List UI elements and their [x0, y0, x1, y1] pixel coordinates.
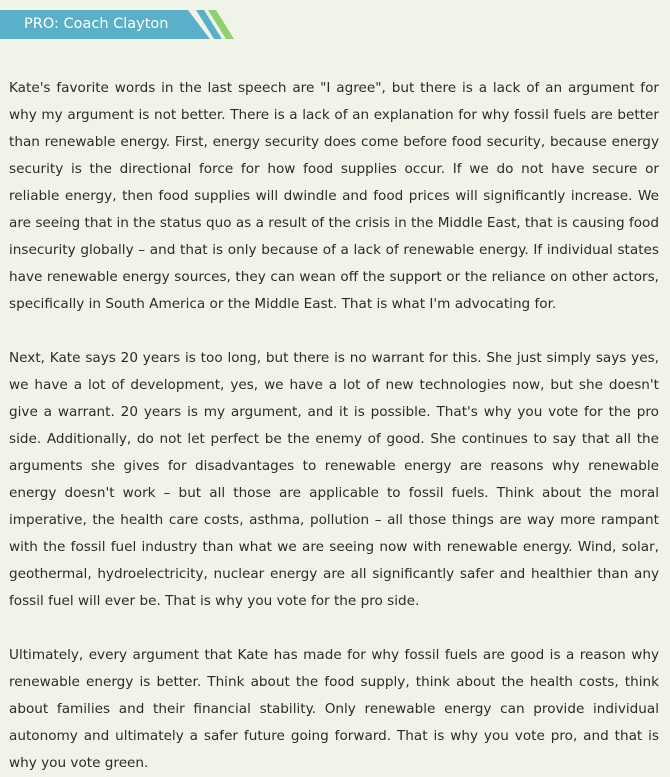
paragraph-1: Kate's favorite words in the last speech are "I agree", but there is a lack of an argument for why my argument is not better. There is a lack of an explanation for why fossil fuels are better than renewable energy. First, energy security does come before food security, because energy security is the directional force for how food supplies occur. If we do not have secure or reliable energy, then food supplies will dwindle and food prices will significantly increase. We are seeing that in the status quo as a result of the crisis in the Middle East, that is causing food insecurity globally – and that is only because of a lack of renewable energy. If individual states have renewable energy sources, they can wean off the support or the reliance on other actors, specifically in South America or the Middle East. That is what I'm advocating for. — [9, 80, 659, 312]
paragraph-2: Next, Kate says 20 years is too long, but there is no warrant for this. She just simply says yes, we have a lot of development, yes, we have a lot of new technologies now, but she doesn't give a warrant. 20 years is my argument, and it is possible. That's why you vote for the pro side. Additionally, do not let perfect be the enemy of good. She continues to say that all the arguments she gives for disadvantages to renewable energy are reasons why renewable energy doesn't work – but all those are applicable to fossil fuels. Think about the moral imperative, the health care costs, asthma, pollution – all those things are way more rampant with the fossil fuel industry than what we are seeing now with renewable energy. Wind, solar, geothermal, hydroelectricity, nuclear energy are all significantly safer and healthier than any fossil fuel will ever be. That is why you vote for the pro side. — [9, 350, 659, 609]
speaker-title: PRO: Coach Clayton — [24, 16, 169, 32]
paragraph-3: Ultimately, every argument that Kate has made for why fossil fuels are good is a reason why renewable energy is better. Think about the food supply, think about the health costs, think about families and their financial stability. Only renewable energy can provide individual autonomy and ultimately a safer future going forward. That is why you vote pro, and that is why you vote green. — [9, 647, 659, 771]
speaker-header — [0, 10, 240, 39]
speech-body — [9, 75, 659, 777]
